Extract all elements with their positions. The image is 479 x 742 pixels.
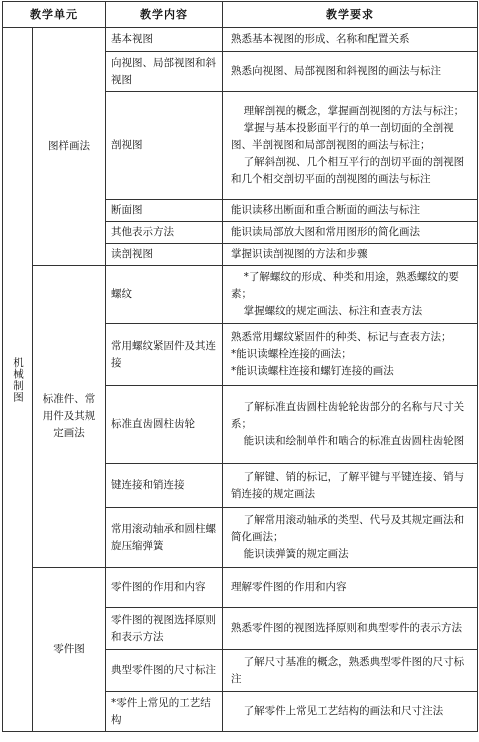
content-cell: 读剖视图 bbox=[106, 244, 223, 266]
header-unit: 教学单元 bbox=[3, 2, 106, 28]
requirement-cell: 熟悉零件图的视图选择原则和典型零件的表示方法 bbox=[223, 608, 478, 650]
requirement-cell: 了解零件上常见工艺结构的画法和尺寸注法 bbox=[223, 692, 478, 732]
group-cell: 标准件、常用件及其规定画法 bbox=[33, 266, 106, 568]
group-cell: 图样画法 bbox=[33, 28, 106, 266]
header-content: 教学内容 bbox=[106, 2, 223, 28]
group-cell: 零件图 bbox=[33, 568, 106, 732]
requirement-cell: 了解标准直齿圆柱齿轮轮齿部分的名称与尺寸关系； 能识读和绘制单件和啮合的标准直齿圆柱齿轮图 bbox=[223, 386, 478, 464]
requirement-cell: 了解键、销的标记，了解平键与平键连接、销与销连接的规定画法 bbox=[223, 464, 478, 508]
content-cell: 零件图的作用和内容 bbox=[106, 568, 223, 608]
header-row bbox=[3, 2, 478, 28]
content-cell: 断面图 bbox=[106, 200, 223, 222]
table-row bbox=[3, 568, 478, 608]
table-row bbox=[3, 266, 478, 324]
content-cell: 向视图、局部视图和斜视图 bbox=[106, 52, 223, 92]
requirement-cell: 熟悉常用螺纹紧固件的种类、标记与查表方法； *能识读螺栓连接的画法； *能识读螺柱连接和螺钉连接的画法 bbox=[223, 324, 478, 386]
content-cell: 标准直齿圆柱齿轮 bbox=[106, 386, 223, 464]
header-requirement: 教学要求 bbox=[223, 2, 478, 28]
requirement-cell: 能识读移出断面和重合断面的画法与标注 bbox=[223, 200, 478, 222]
content-cell: 零件图的视图选择原则和表示方法 bbox=[106, 608, 223, 650]
content-cell: 常用滚动轴承和圆柱螺旋压缩弹簧 bbox=[106, 508, 223, 568]
requirement-cell: 熟悉向视图、局部视图和斜视图的画法与标注 bbox=[223, 52, 478, 92]
requirement-cell: *了解螺纹的形成、种类和用途，熟悉螺纹的要素； 掌握螺纹的规定画法、标注和查表方法 bbox=[223, 266, 478, 324]
requirement-cell: 理解零件图的作用和内容 bbox=[223, 568, 478, 608]
requirement-cell: 了解常用滚动轴承的类型、代号及其规定画法和简化画法； 能识读弹簧的规定画法 bbox=[223, 508, 478, 568]
requirement-cell: 理解剖视的概念，掌握画剖视图的方法与标注； 掌握与基本投影面平行的单一剖切面的全剖视图、半剖视图和局部剖视图的画法与标注； 了解斜剖视、几个相互平行的剖切平面的剖视图和几个相交剖切平面的剖视图的画法与标注 bbox=[223, 92, 478, 200]
requirement-cell: 掌握识读剖视图的方法和步骤 bbox=[223, 244, 478, 266]
section-cell: 机械制图 bbox=[3, 28, 33, 732]
content-cell: *零件上常见的工艺结构 bbox=[106, 692, 223, 732]
requirement-cell: 能识读局部放大图和常用图形的简化画法 bbox=[223, 222, 478, 244]
content-cell: 键连接和销连接 bbox=[106, 464, 223, 508]
content-cell: 典型零件图的尺寸标注 bbox=[106, 650, 223, 692]
content-cell: 剖视图 bbox=[106, 92, 223, 200]
requirement-cell: 熟悉基本视图的形成、名称和配置关系 bbox=[223, 28, 478, 52]
curriculum-table bbox=[2, 1, 478, 732]
content-cell: 螺纹 bbox=[106, 266, 223, 324]
table-row bbox=[3, 28, 478, 52]
content-cell: 常用螺纹紧固件及其连接 bbox=[106, 324, 223, 386]
requirement-cell: 了解尺寸基准的概念，熟悉典型零件图的尺寸标注 bbox=[223, 650, 478, 692]
content-cell: 其他表示方法 bbox=[106, 222, 223, 244]
content-cell: 基本视图 bbox=[106, 28, 223, 52]
